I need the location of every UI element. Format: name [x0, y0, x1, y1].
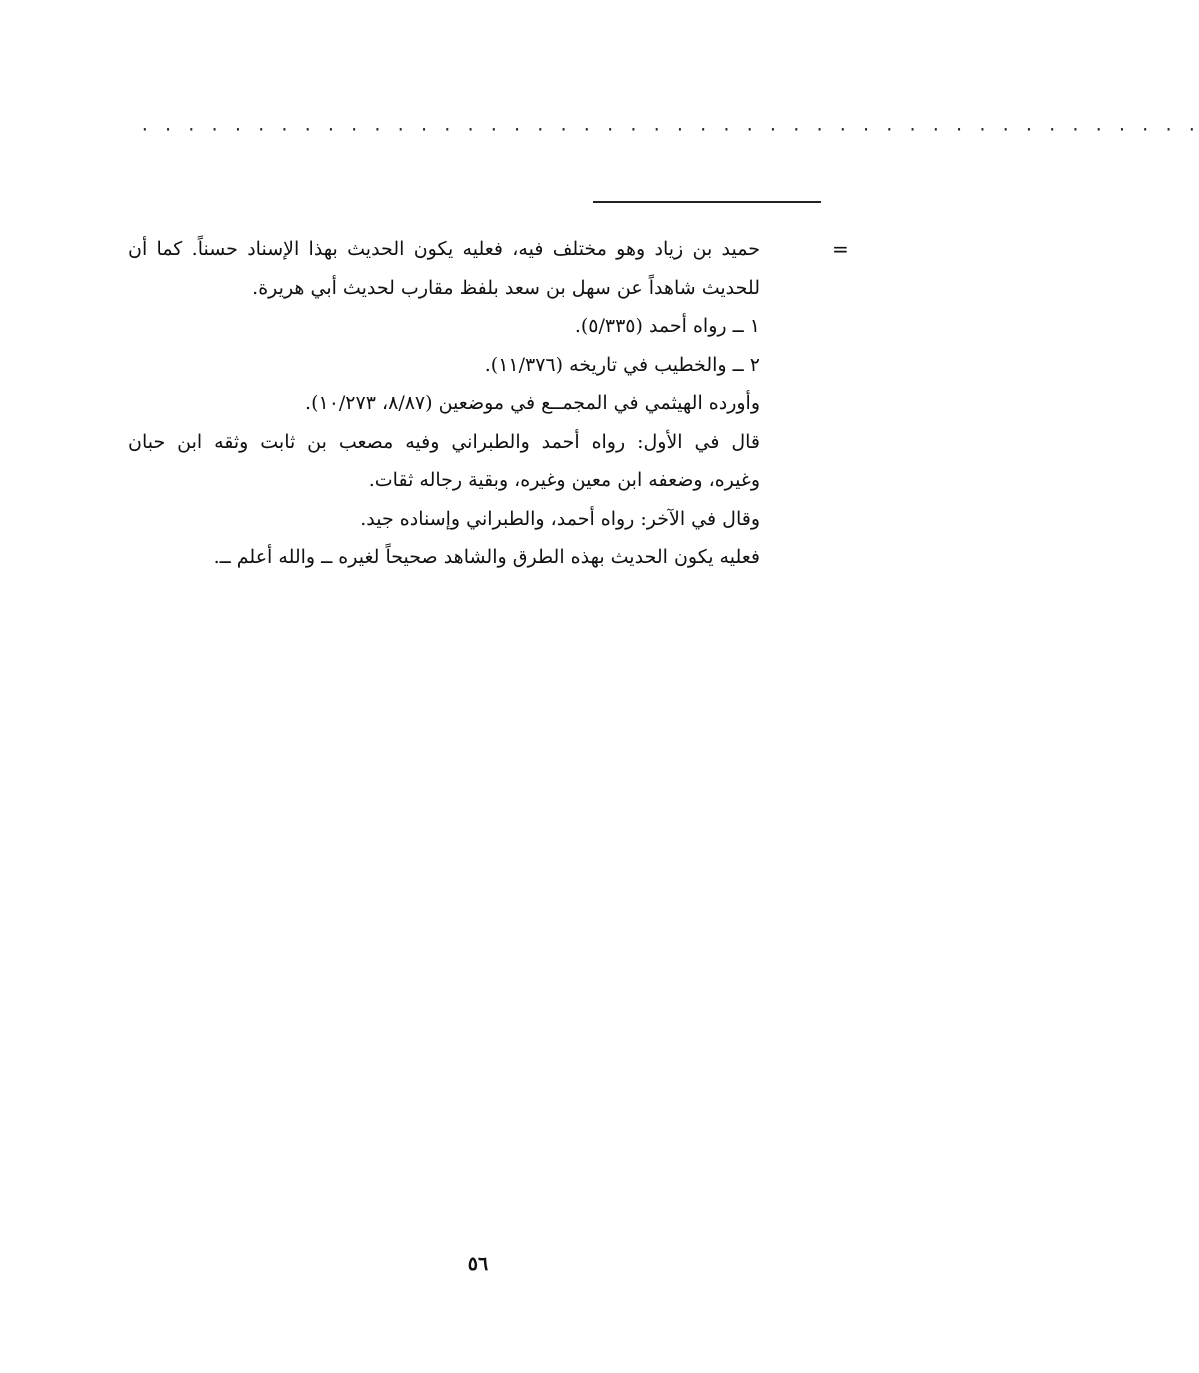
dotted-separator: · · · · · · · · · · · · · · · · · · · · · · · · · · · · · · · · · · · · · · · · · · · · · · [140, 120, 1199, 139]
footnote-line-5: وأورده الهيثمي في المجمــع في موضعين (٨/٨٧، ١٠/٢٧٣). [305, 392, 760, 414]
footnote-separator-line [593, 201, 821, 203]
footnote-line-2: للحديث شاهداً عن سهل بن سعد بلفظ مقارب لحديث أبي هريرة. [252, 276, 760, 299]
footnote-line-4: ٢ ــ والخطيب في تاريخه (١١/٣٧٦). [484, 353, 760, 376]
footnote-line-3: ١ ــ رواه أحمد (٥/٣٣٥). [574, 315, 760, 337]
footnote-body [128, 230, 760, 577]
footnote-line-6: قال في الأول: رواه أحمد والطبراني وفيه مصعب بن ثابت وثقه ابن حبان [128, 430, 760, 453]
footnote-line-9: فعليه يكون الحديث بهذه الطرق والشاهد صحيحاً لغيره ــ والله أعلم ــ. [213, 546, 760, 568]
footnote-line-8: وقال في الآخر: رواه أحمد، والطبراني وإسناده جيد. [360, 507, 760, 530]
footnote-line-7: وغيره، وضعفه ابن معين وغيره، وبقية رجاله ثقات. [368, 469, 760, 491]
page-number: ٥٦ [467, 1253, 489, 1275]
footnote-line-1: حميد بن زياد وهو مختلف فيه، فعليه يكون الحديث بهذا الإسناد حسناً. كما أن [128, 238, 760, 260]
continuation-mark: = [832, 237, 849, 261]
